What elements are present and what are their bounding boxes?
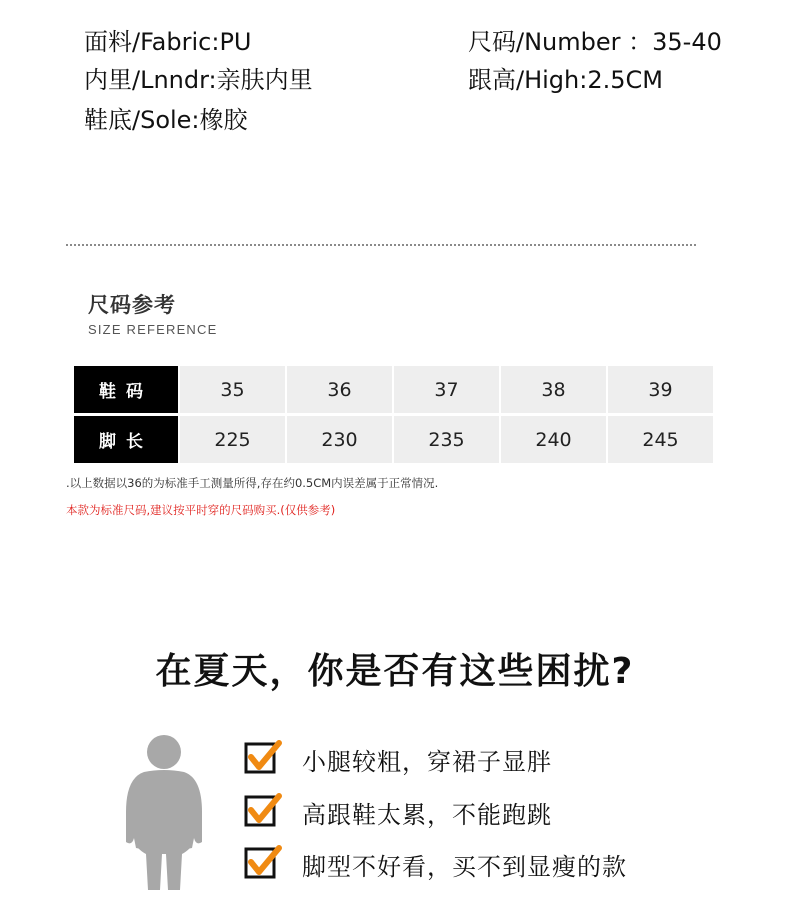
measurement-note: .以上数据以36的为标准手工测量所得,存在约0.5CM内误差属于正常情况.	[66, 476, 439, 490]
table-row-shoe-size	[74, 366, 713, 416]
foot-length-cell: 225	[180, 416, 285, 463]
spec-heel: 跟高/High:2.5CM	[468, 66, 663, 94]
row-header-foot-length: 脚长	[74, 416, 178, 463]
size-cell: 35	[180, 366, 285, 416]
dotted-divider	[66, 244, 696, 246]
foot-length-cell: 235	[394, 416, 499, 463]
size-cell: 39	[608, 366, 713, 416]
size-advice-note: 本款为标准尺码,建议按平时穿的尺码购买.(仅供参考)	[66, 503, 336, 517]
spec-fabric: 面料/Fabric:PU	[84, 28, 252, 56]
spec-lining: 内里/Lnndr:亲肤内里	[84, 66, 313, 94]
trouble-item-text: 脚型不好看，买不到显瘦的款	[302, 853, 627, 881]
trouble-item-text: 小腿较粗，穿裙子显胖	[302, 748, 552, 776]
summer-troubles-title: 在夏天，你是否有这些困扰?	[155, 651, 635, 692]
size-cell: 37	[394, 366, 499, 416]
spec-sole: 鞋底/Sole:橡胶	[84, 106, 248, 134]
trouble-item-text: 高跟鞋太累，不能跑跳	[302, 801, 552, 829]
size-table	[72, 366, 715, 463]
spec-size: 尺码/Number ：35-40	[468, 28, 722, 56]
size-cell: 36	[287, 366, 392, 416]
size-cell: 38	[501, 366, 606, 416]
size-reference-title: 尺码参考	[88, 293, 176, 317]
person-silhouette-icon	[122, 730, 206, 894]
check-icon	[244, 843, 284, 887]
foot-length-cell: 245	[608, 416, 713, 463]
table-row-foot-length	[74, 416, 713, 463]
check-icon	[244, 738, 284, 782]
check-icon	[244, 791, 284, 835]
size-reference-subtitle: SIZE REFERENCE	[88, 322, 218, 337]
foot-length-cell: 230	[287, 416, 392, 463]
foot-length-cell: 240	[501, 416, 606, 463]
row-header-shoe-size: 鞋码	[74, 366, 178, 416]
